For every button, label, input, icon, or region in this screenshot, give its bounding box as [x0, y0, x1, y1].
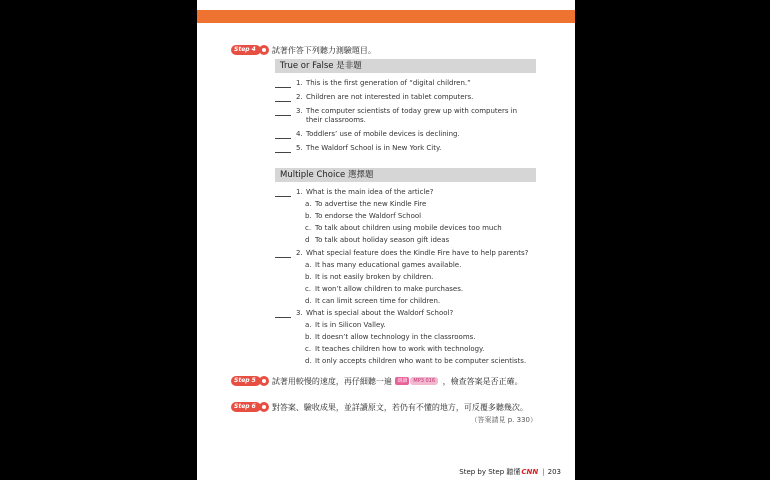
- answer-blank[interactable]: [275, 130, 291, 139]
- option-letter: a.: [305, 321, 312, 329]
- option-text: To talk about children using mobile devices too much: [315, 224, 502, 232]
- option-text: To advertise the new Kindle Fire: [315, 200, 427, 208]
- option-text: To talk about holiday season gift ideas: [315, 236, 450, 244]
- step-6-text: 對答案、驗收成果，並詳讀原文，若仍有不懂的地方，可反覆多聽幾次。: [271, 402, 528, 412]
- step-5-text: [272, 376, 523, 387]
- answer-blank[interactable]: [275, 249, 291, 258]
- question-number: 3.: [296, 107, 303, 115]
- cnn-logo: CNN: [521, 468, 539, 476]
- mc-option[interactable]: [305, 273, 433, 282]
- mc-option[interactable]: [305, 357, 526, 366]
- read-aloud-tag: 朗讀: [397, 378, 408, 384]
- document-page: [197, 0, 575, 480]
- question-text: The Waldorf School is in New York City.: [306, 144, 442, 152]
- question-text: Children are not interested in tablet computers.: [306, 93, 474, 101]
- option-text: It only accepts children who want to be computer scientists.: [315, 357, 527, 365]
- pencil-icon: [259, 45, 269, 55]
- question-number: 3.: [296, 309, 303, 317]
- mc-option[interactable]: [305, 285, 463, 294]
- option-letter: a.: [305, 200, 312, 208]
- answer-blank[interactable]: [275, 144, 291, 153]
- hand-icon: [259, 402, 269, 412]
- step-4-instruction: [231, 43, 376, 57]
- top-color-bar: [197, 10, 575, 23]
- option-text: It is in Silicon Valley.: [315, 321, 386, 329]
- step-5-badge: Step 5: [231, 376, 261, 386]
- page-footer: [459, 467, 561, 477]
- mc-option[interactable]: [305, 200, 426, 209]
- mc-option[interactable]: [305, 321, 386, 330]
- question-text: What special feature does the Kindle Fire have to help parents?: [306, 249, 529, 257]
- mc-option[interactable]: [305, 345, 484, 354]
- step-5-text-after: ，檢查答案是否正確。: [442, 376, 523, 386]
- option-letter: a.: [305, 261, 312, 269]
- option-letter: b.: [305, 212, 312, 220]
- step-4-text: 試著作答下列聽力測驗題目。: [271, 45, 376, 55]
- option-text: To endorse the Waldorf School: [315, 212, 422, 220]
- question-number: 5.: [296, 144, 303, 152]
- question-number: 4.: [296, 130, 303, 138]
- step-5-instruction: [231, 374, 523, 388]
- step-6-instruction: [231, 400, 528, 414]
- question-number: 1.: [296, 79, 303, 87]
- option-letter: c.: [305, 345, 312, 353]
- question-text: This is the first generation of “digital children.”: [306, 79, 471, 87]
- book-title: Step by Step 聽懂: [459, 468, 521, 476]
- mc-option[interactable]: [305, 261, 461, 270]
- question-text: Toddlers’ use of mobile devices is declining.: [306, 130, 460, 138]
- option-text: It is not easily broken by children.: [315, 273, 434, 281]
- answer-page-reference: （答案請見 p. 330）: [470, 416, 537, 424]
- option-letter: d.: [305, 357, 312, 365]
- question-number: 2.: [296, 249, 303, 257]
- option-letter: d: [305, 236, 310, 244]
- answer-blank[interactable]: [275, 188, 291, 197]
- step-5-text-before: 試著用較慢的速度，再仔細聽一遍: [271, 376, 392, 386]
- mp3-track-tag[interactable]: MP3 016: [410, 377, 438, 385]
- mc-option[interactable]: [305, 212, 421, 221]
- answer-blank[interactable]: [275, 93, 291, 102]
- question-text: The computer scientists of today grew up with computers in their classrooms.: [306, 107, 518, 124]
- mc-option[interactable]: [305, 333, 476, 342]
- option-text: It has many educational games available.: [315, 261, 462, 269]
- question-number: 2.: [296, 93, 303, 101]
- mc-option[interactable]: [305, 224, 502, 233]
- question-number: 1.: [296, 188, 303, 196]
- option-text: It can limit screen time for children.: [315, 297, 441, 305]
- page-number: 203: [547, 468, 561, 476]
- option-letter: c.: [305, 224, 312, 232]
- option-text: It won’t allow children to make purchases.: [315, 285, 464, 293]
- step-4-badge: Step 4: [231, 45, 261, 55]
- question-text: What is special about the Waldorf School?: [306, 309, 454, 317]
- option-letter: c.: [305, 285, 312, 293]
- target-icon: [259, 376, 269, 386]
- option-letter: b.: [305, 273, 312, 281]
- mc-option[interactable]: [305, 236, 449, 245]
- option-text: It doesn’t allow technology in the classrooms.: [315, 333, 476, 341]
- answer-blank[interactable]: [275, 107, 291, 116]
- footer-separator: |: [542, 468, 545, 476]
- mc-option[interactable]: [305, 297, 440, 306]
- answer-blank[interactable]: [275, 79, 291, 88]
- multiple-choice-header: Multiple Choice 選擇題: [275, 168, 536, 182]
- option-text: It teaches children how to work with technology.: [315, 345, 485, 353]
- option-letter: b.: [305, 333, 312, 341]
- true-false-header: True or False 是非題: [275, 59, 536, 73]
- answer-blank[interactable]: [275, 309, 291, 318]
- step-6-badge: Step 6: [231, 402, 261, 412]
- option-letter: d.: [305, 297, 312, 305]
- question-text: What is the main idea of the article?: [306, 188, 434, 196]
